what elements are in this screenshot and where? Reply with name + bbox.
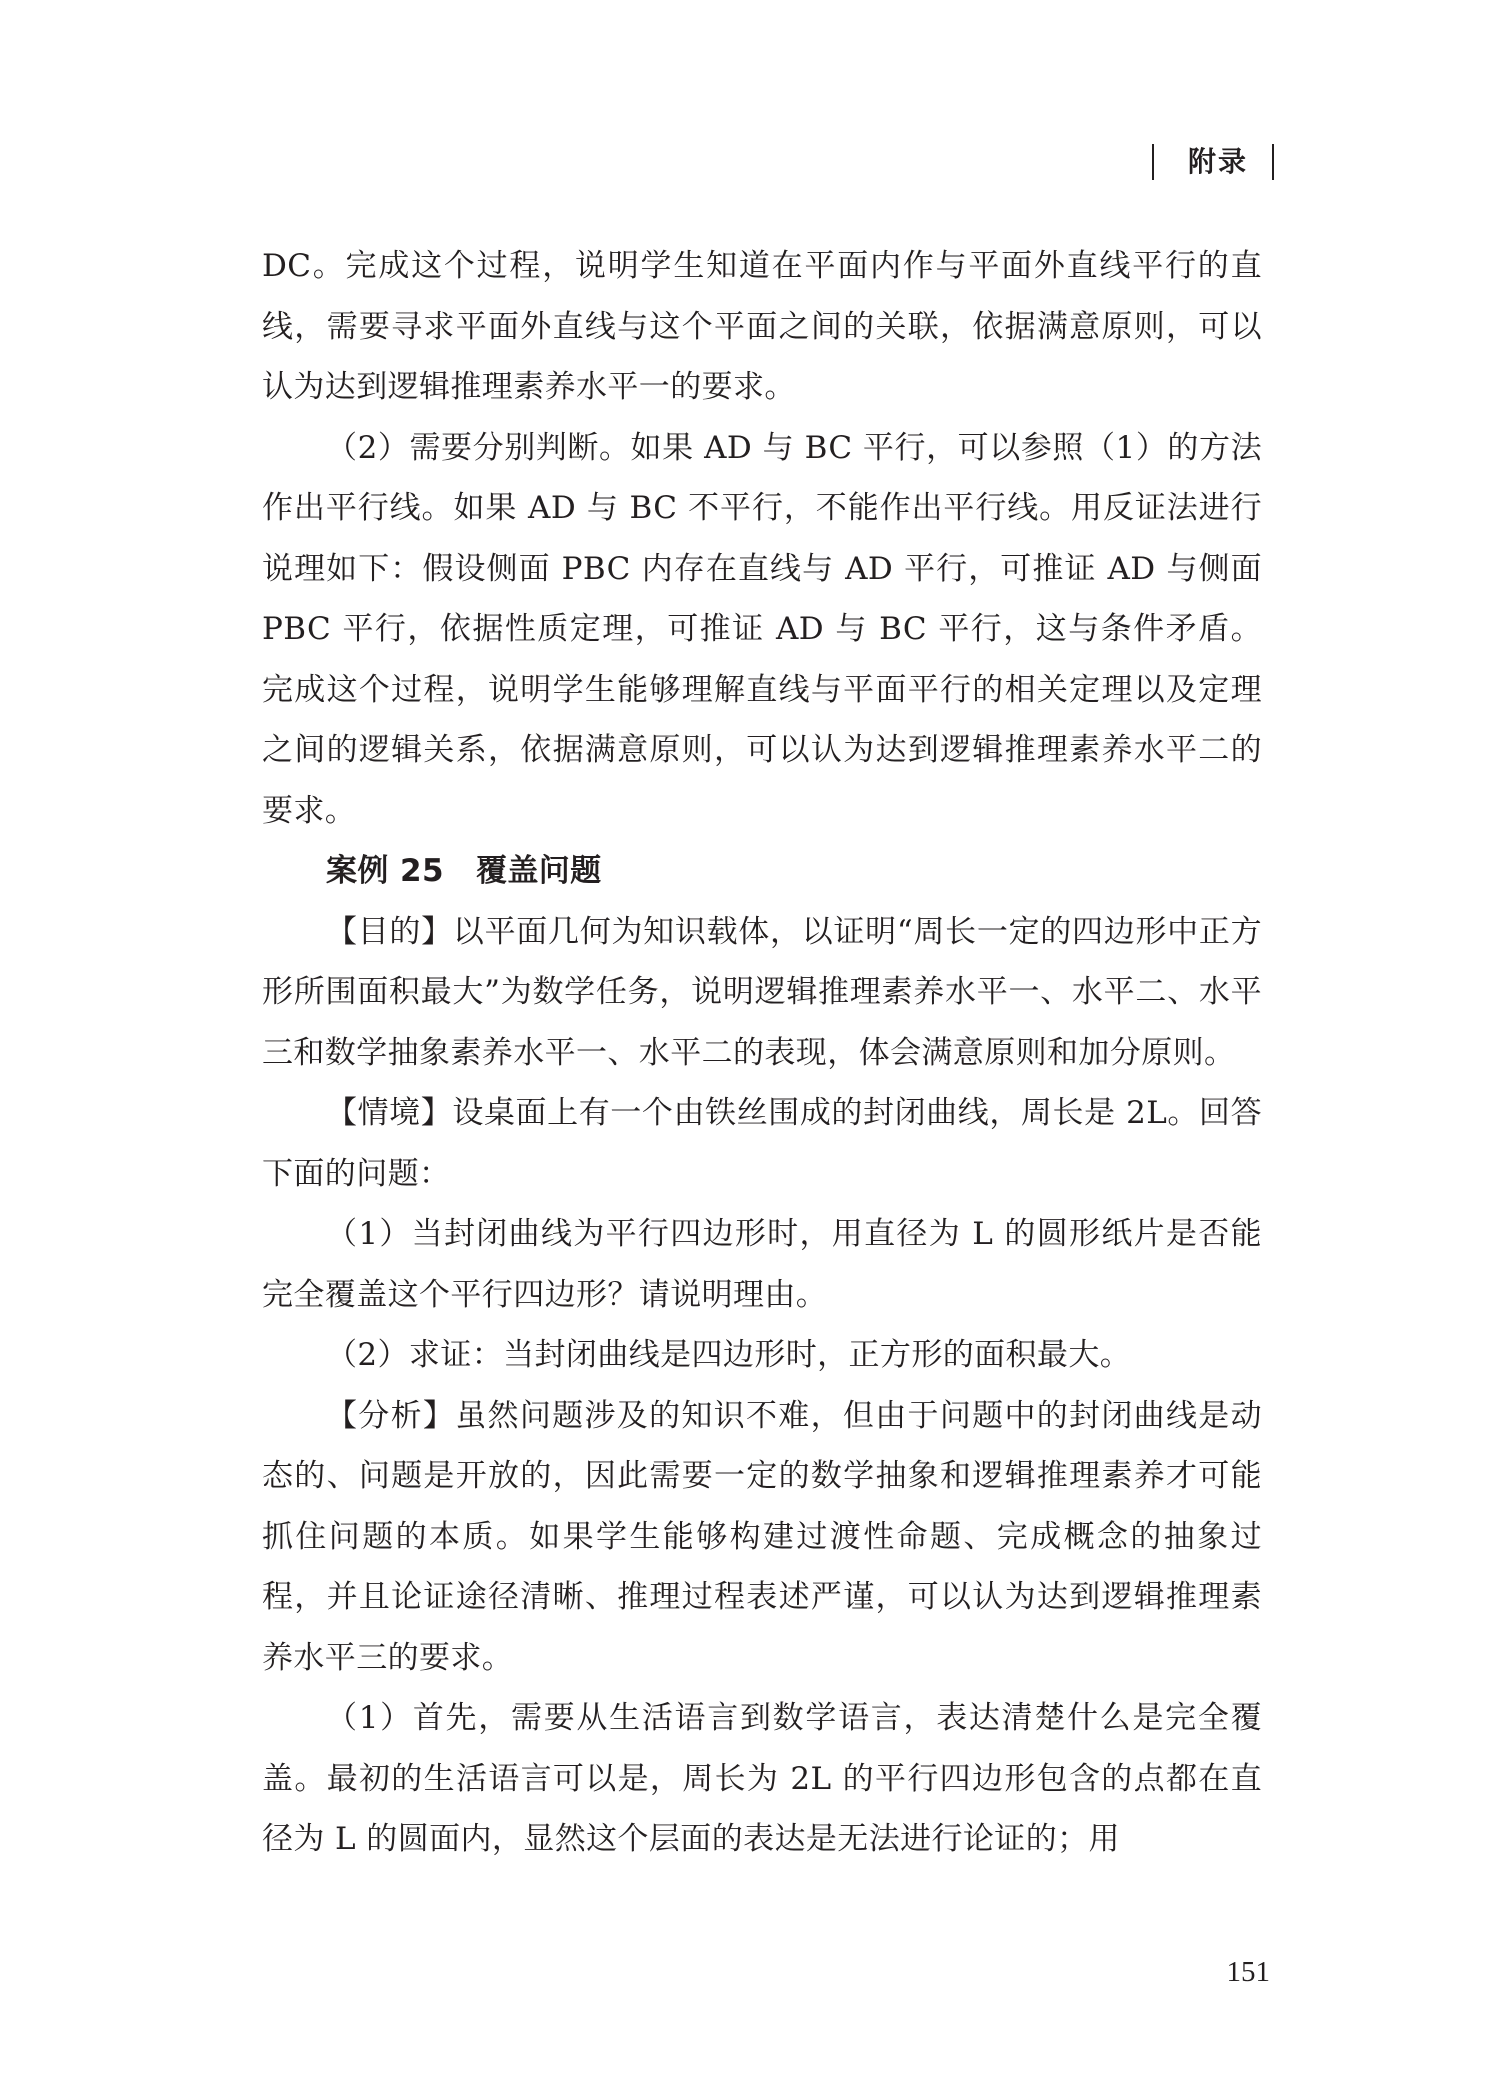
analysis-text: 虽然问题涉及的知识不难，但由于问题中的封闭曲线是动态的、问题是开放的，因此需要一定的数学抽象和逻辑推理素养才可能抓住问题的本质。如果学生能够构建过渡性命题、完成概念的抽象过程，并且论证途径清晰、推理过程表述严谨，可以认为达到逻辑推理素养水平三的要求。 [262, 1397, 1262, 1676]
question-1: （1）当封闭曲线为平行四边形时，用直径为 L 的圆形纸片是否能完全覆盖这个平行四边形？请说明理由。 [262, 1216, 1262, 1313]
header-rule-left [1152, 144, 1154, 180]
purpose-label: 【目的】 [326, 913, 453, 950]
case-number: 案例 25 [326, 853, 444, 889]
analysis-label: 【分析】 [326, 1397, 456, 1434]
body-text [262, 236, 1262, 1870]
case-title: 覆盖问题 [475, 853, 602, 889]
analysis-paragraph [262, 1386, 1262, 1689]
question-2: （2）求证：当封闭曲线是四边形时，正方形的面积最大。 [326, 1337, 1132, 1373]
running-header [1148, 138, 1278, 188]
case-heading [262, 841, 1262, 902]
header-rule-right [1272, 144, 1274, 180]
page-number: 151 [1226, 1956, 1270, 1988]
paragraph-part-2: （2）需要分别判断。如果 AD 与 BC 平行，可以参照（1）的方法作出平行线。如果 AD 与 BC 不平行，不能作出平行线。用反证法进行说理如下：假设侧面 PBC 内存在直线与 AD 平行，可推证 AD 与侧面 PBC 平行，依据性质定理，可推证 AD 与 BC 平行，这与条件矛盾。完成这个过程，说明学生能够理解直线与平面平行的相关定理以及定理之间的逻辑关系，依据满意原则，可以认为达到逻辑推理素养水平二的要求。 [262, 429, 1262, 829]
situation-label: 【情境】 [326, 1095, 453, 1131]
section-title: 附录 [1187, 145, 1248, 178]
paragraph-continuation: DC。完成这个过程，说明学生知道在平面内作与平面外直线平行的直线，需要寻求平面外直线与这个平面之间的关联，依据满意原则，可以认为达到逻辑推理素养水平一的要求。 [262, 248, 1262, 405]
situation-text: 设桌面上有一个由铁丝围成的封闭曲线，周长是 2L。回答下面的问题： [262, 1095, 1262, 1192]
answer-1: （1）首先，需要从生活语言到数学语言，表达清楚什么是完全覆盖。最初的生活语言可以是，周长为 2L 的平行四边形包含的点都在直径为 L 的圆面内，显然这个层面的表达是无法进行论证的；用 [262, 1700, 1262, 1857]
purpose-paragraph [262, 902, 1262, 1084]
situation-paragraph [262, 1083, 1262, 1204]
purpose-text: 以平面几何为知识载体，以证明“周长一定的四边形中正方形所围面积最大”为数学任务，说明逻辑推理素养水平一、水平二、水平三和数学抽象素养水平一、水平二的表现，体会满意原则和加分原则。 [262, 913, 1263, 1071]
